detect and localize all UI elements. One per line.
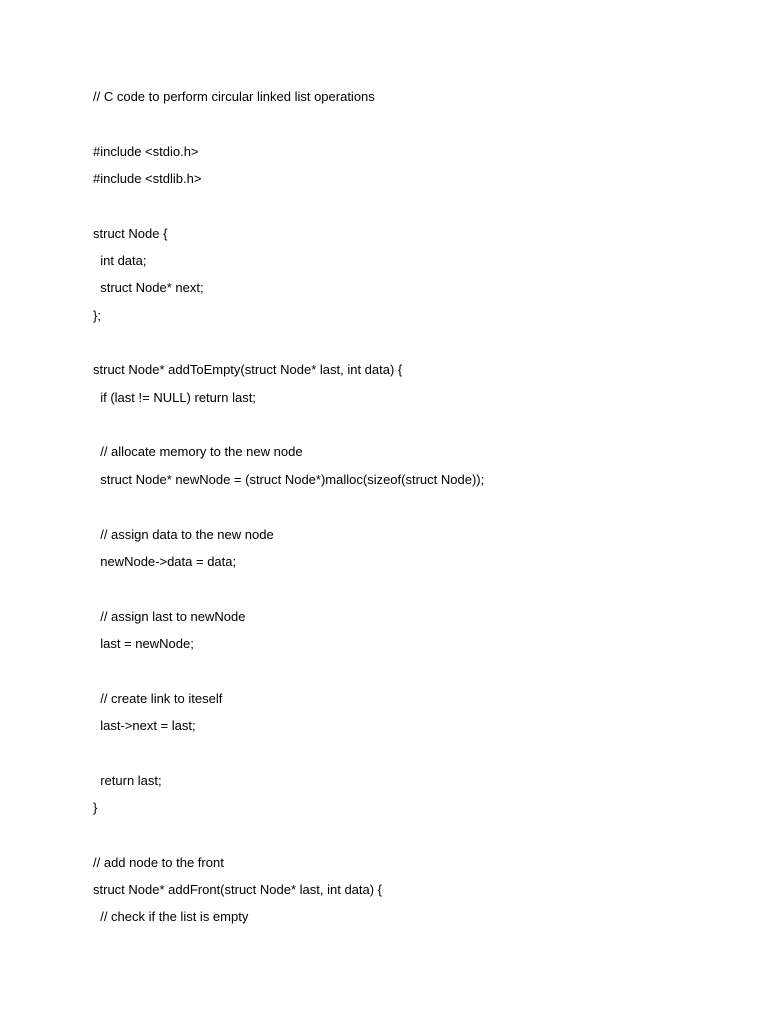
blank-line xyxy=(93,192,733,219)
code-line: // assign last to newNode xyxy=(93,608,246,624)
code-line: struct Node* addToEmpty(struct Node* last, int data) { xyxy=(93,362,403,378)
blank-line xyxy=(93,575,733,602)
code-line: newNode->data = data; xyxy=(93,553,237,569)
code-line: int data; xyxy=(93,253,147,269)
code-line: if (last != NULL) return last; xyxy=(93,389,256,405)
code-listing xyxy=(93,83,733,931)
code-line: }; xyxy=(93,307,101,323)
code-line: struct Node* next; xyxy=(93,280,204,296)
code-line: return last; xyxy=(93,772,162,788)
code-line: struct Node* newNode = (struct Node*)malloc(sizeof(struct Node)); xyxy=(93,471,485,487)
code-line: last = newNode; xyxy=(93,635,194,651)
blank-line xyxy=(93,739,733,766)
code-line: // create link to iteself xyxy=(93,690,223,706)
code-line: #include <stdio.h> xyxy=(93,143,199,159)
blank-line xyxy=(93,657,733,684)
blank-line xyxy=(93,329,733,356)
blank-line xyxy=(93,493,733,520)
code-line: // add node to the front xyxy=(93,854,224,870)
code-line: struct Node* addFront(struct Node* last, int data) { xyxy=(93,881,383,897)
code-line: } xyxy=(93,799,98,815)
code-line: last->next = last; xyxy=(93,717,196,733)
code-line: // assign data to the new node xyxy=(93,526,274,542)
code-line: #include <stdlib.h> xyxy=(93,171,202,187)
code-line: // C code to perform circular linked list operations xyxy=(93,89,375,104)
code-line: // allocate memory to the new node xyxy=(93,444,303,460)
blank-line xyxy=(93,110,733,137)
blank-line xyxy=(93,411,733,438)
blank-line xyxy=(93,821,733,848)
code-line: struct Node { xyxy=(93,225,168,241)
code-line: // check if the list is empty xyxy=(93,909,249,925)
